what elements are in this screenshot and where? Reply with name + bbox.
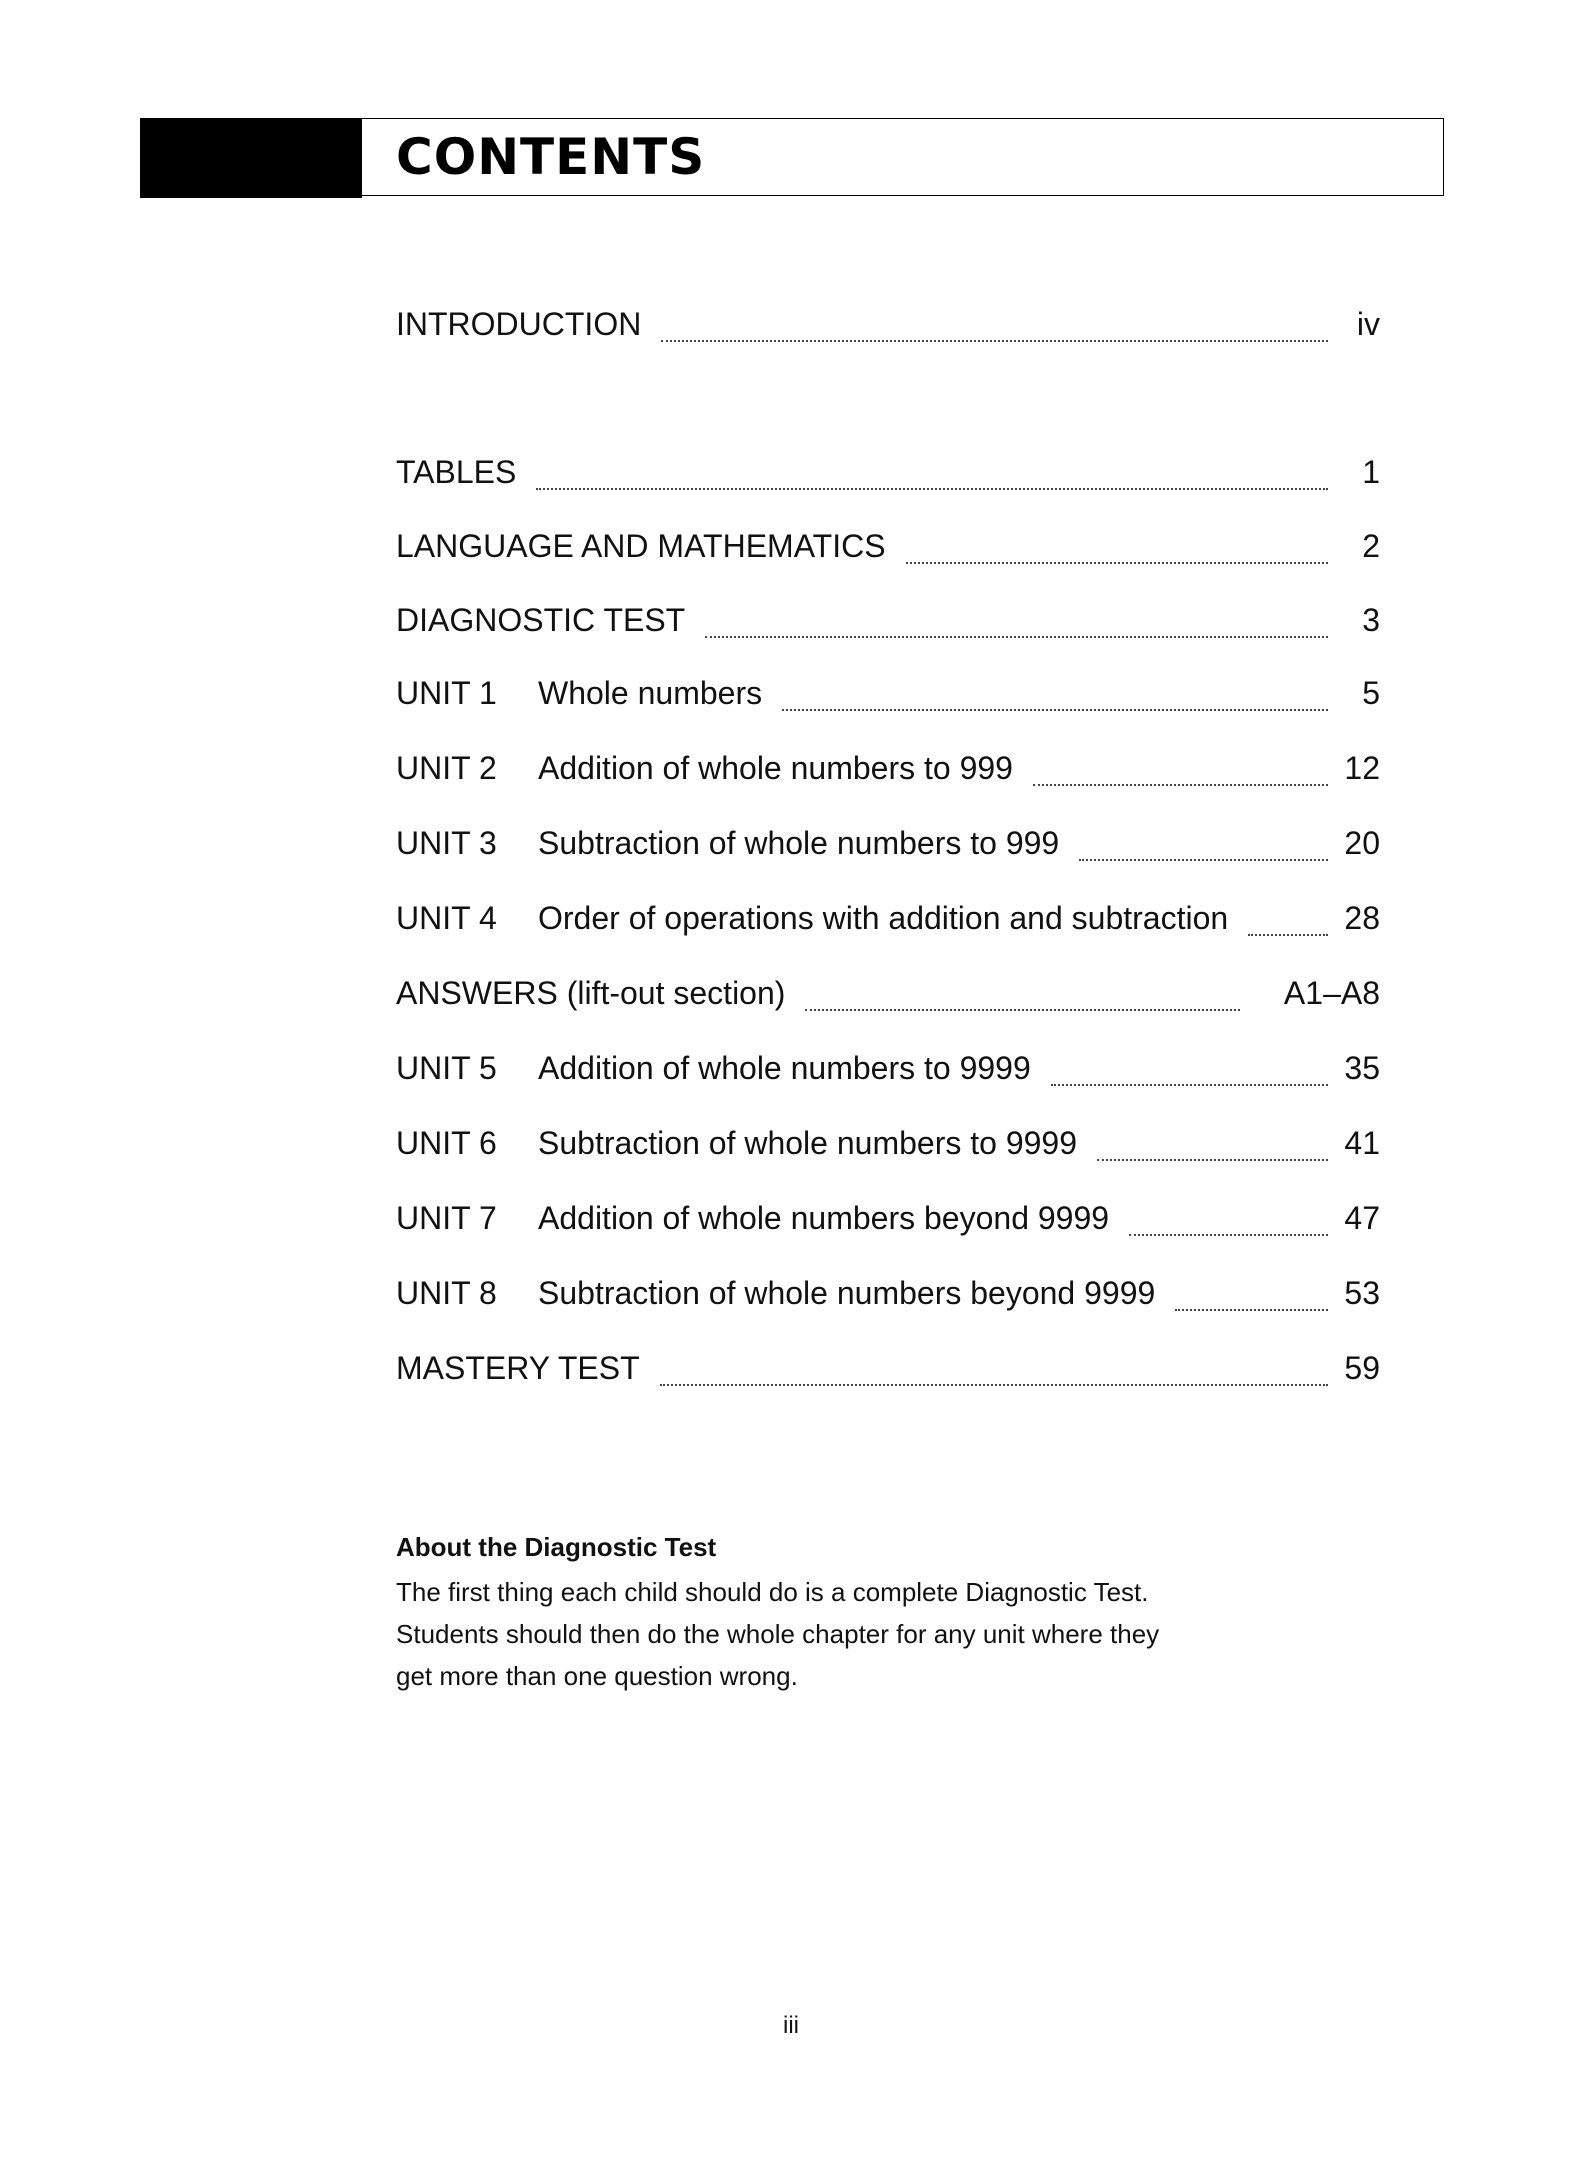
toc-entry-unit: UNIT 7 — [396, 1200, 497, 1236]
dot-leader — [1097, 1159, 1328, 1161]
toc-entry-page: 1 — [1362, 454, 1380, 490]
about-diagnostic-test — [396, 1532, 1296, 1697]
page-number: iii — [783, 2012, 799, 2039]
toc-entry-title: LANGUAGE AND MATHEMATICS — [396, 528, 886, 564]
toc-entry-diagnostic-test[interactable] — [396, 602, 1380, 650]
dot-leader — [805, 1009, 1240, 1011]
toc-entry-unit: UNIT 4 — [396, 900, 497, 936]
page-title: CONTENTS — [396, 128, 706, 186]
toc-entry-page: 47 — [1344, 1200, 1380, 1236]
dot-leader — [660, 1384, 1328, 1386]
toc-entry-title: Addition of whole numbers to 999 — [538, 750, 1013, 786]
contents-header — [140, 118, 1444, 198]
toc-entry-page: 41 — [1344, 1125, 1380, 1161]
toc-entry-unit-3[interactable] — [396, 825, 1380, 873]
toc-entry-page: 20 — [1344, 825, 1380, 861]
toc-entry-title: INTRODUCTION — [396, 306, 642, 342]
dot-leader — [536, 488, 1328, 490]
dot-leader — [1175, 1309, 1328, 1311]
toc-entry-page: iv — [1356, 306, 1380, 342]
toc-entry-unit: UNIT 5 — [396, 1050, 497, 1086]
toc-entry-page: 53 — [1344, 1275, 1380, 1311]
toc-entry-introduction[interactable] — [396, 306, 1380, 354]
dot-leader — [1129, 1234, 1328, 1236]
toc-entry-title: MASTERY TEST — [396, 1350, 640, 1386]
about-text-line: Students should then do the whole chapter for any unit where they — [396, 1619, 1160, 1649]
dot-leader — [661, 340, 1328, 342]
toc-entry-unit-4[interactable] — [396, 900, 1380, 948]
dot-leader — [705, 636, 1328, 638]
toc-entry-unit-5[interactable] — [396, 1050, 1380, 1098]
toc-entry-page: 59 — [1344, 1350, 1380, 1386]
dot-leader — [1248, 934, 1328, 936]
toc-entry-mastery-test[interactable] — [396, 1350, 1380, 1398]
toc-entry-title: TABLES — [396, 454, 517, 490]
toc-entry-unit: UNIT 2 — [396, 750, 497, 786]
toc-entry-unit: UNIT 1 — [396, 675, 497, 711]
about-text-line: get more than one question wrong. — [396, 1661, 798, 1691]
toc-entry-title: Addition of whole numbers beyond 9999 — [538, 1200, 1110, 1236]
toc-entry-page: 5 — [1362, 675, 1380, 711]
toc-entry-unit-2[interactable] — [396, 750, 1380, 798]
toc-entry-answers[interactable] — [396, 975, 1380, 1023]
toc-entry-unit-1[interactable] — [396, 675, 1380, 723]
about-heading: About the Diagnostic Test — [396, 1532, 717, 1562]
about-text-line: The first thing each child should do is a complete Diagnostic Test. — [396, 1577, 1149, 1607]
header-black-block — [140, 118, 362, 198]
toc-entry-unit: UNIT 8 — [396, 1275, 497, 1311]
toc-entry-title: Subtraction of whole numbers beyond 9999 — [538, 1275, 1156, 1311]
dot-leader — [1079, 859, 1328, 861]
toc-entry-title: Addition of whole numbers to 9999 — [538, 1050, 1031, 1086]
toc-entry-title: Subtraction of whole numbers to 9999 — [538, 1125, 1077, 1161]
toc-entry-language-and-mathematics[interactable] — [396, 528, 1380, 576]
dot-leader — [1033, 784, 1328, 786]
dot-leader — [782, 709, 1328, 711]
toc-entry-title: Whole numbers — [538, 675, 763, 711]
toc-entry-title: DIAGNOSTIC TEST — [396, 602, 686, 638]
toc-entry-tables[interactable] — [396, 454, 1380, 502]
toc-entry-page: A1–A8 — [1283, 975, 1380, 1011]
toc-entry-page: 2 — [1362, 528, 1380, 564]
toc-entry-unit-8[interactable] — [396, 1275, 1380, 1323]
toc-entry-title: Subtraction of whole numbers to 999 — [538, 825, 1060, 861]
header-title-box — [362, 118, 1444, 196]
toc-entry-unit-6[interactable] — [396, 1125, 1380, 1173]
toc-entry-page: 28 — [1344, 900, 1380, 936]
toc-entry-unit-7[interactable] — [396, 1200, 1380, 1248]
toc-entry-page: 35 — [1344, 1050, 1380, 1086]
dot-leader — [1051, 1084, 1328, 1086]
toc-entry-unit: UNIT 6 — [396, 1125, 497, 1161]
toc-entry-unit: UNIT 3 — [396, 825, 497, 861]
dot-leader — [906, 562, 1328, 564]
toc-entry-page: 3 — [1362, 602, 1380, 638]
toc-entry-page: 12 — [1344, 750, 1380, 786]
toc-entry-title: ANSWERS (lift-out section) — [396, 975, 786, 1011]
toc-entry-title: Order of operations with addition and subtraction — [538, 900, 1229, 936]
